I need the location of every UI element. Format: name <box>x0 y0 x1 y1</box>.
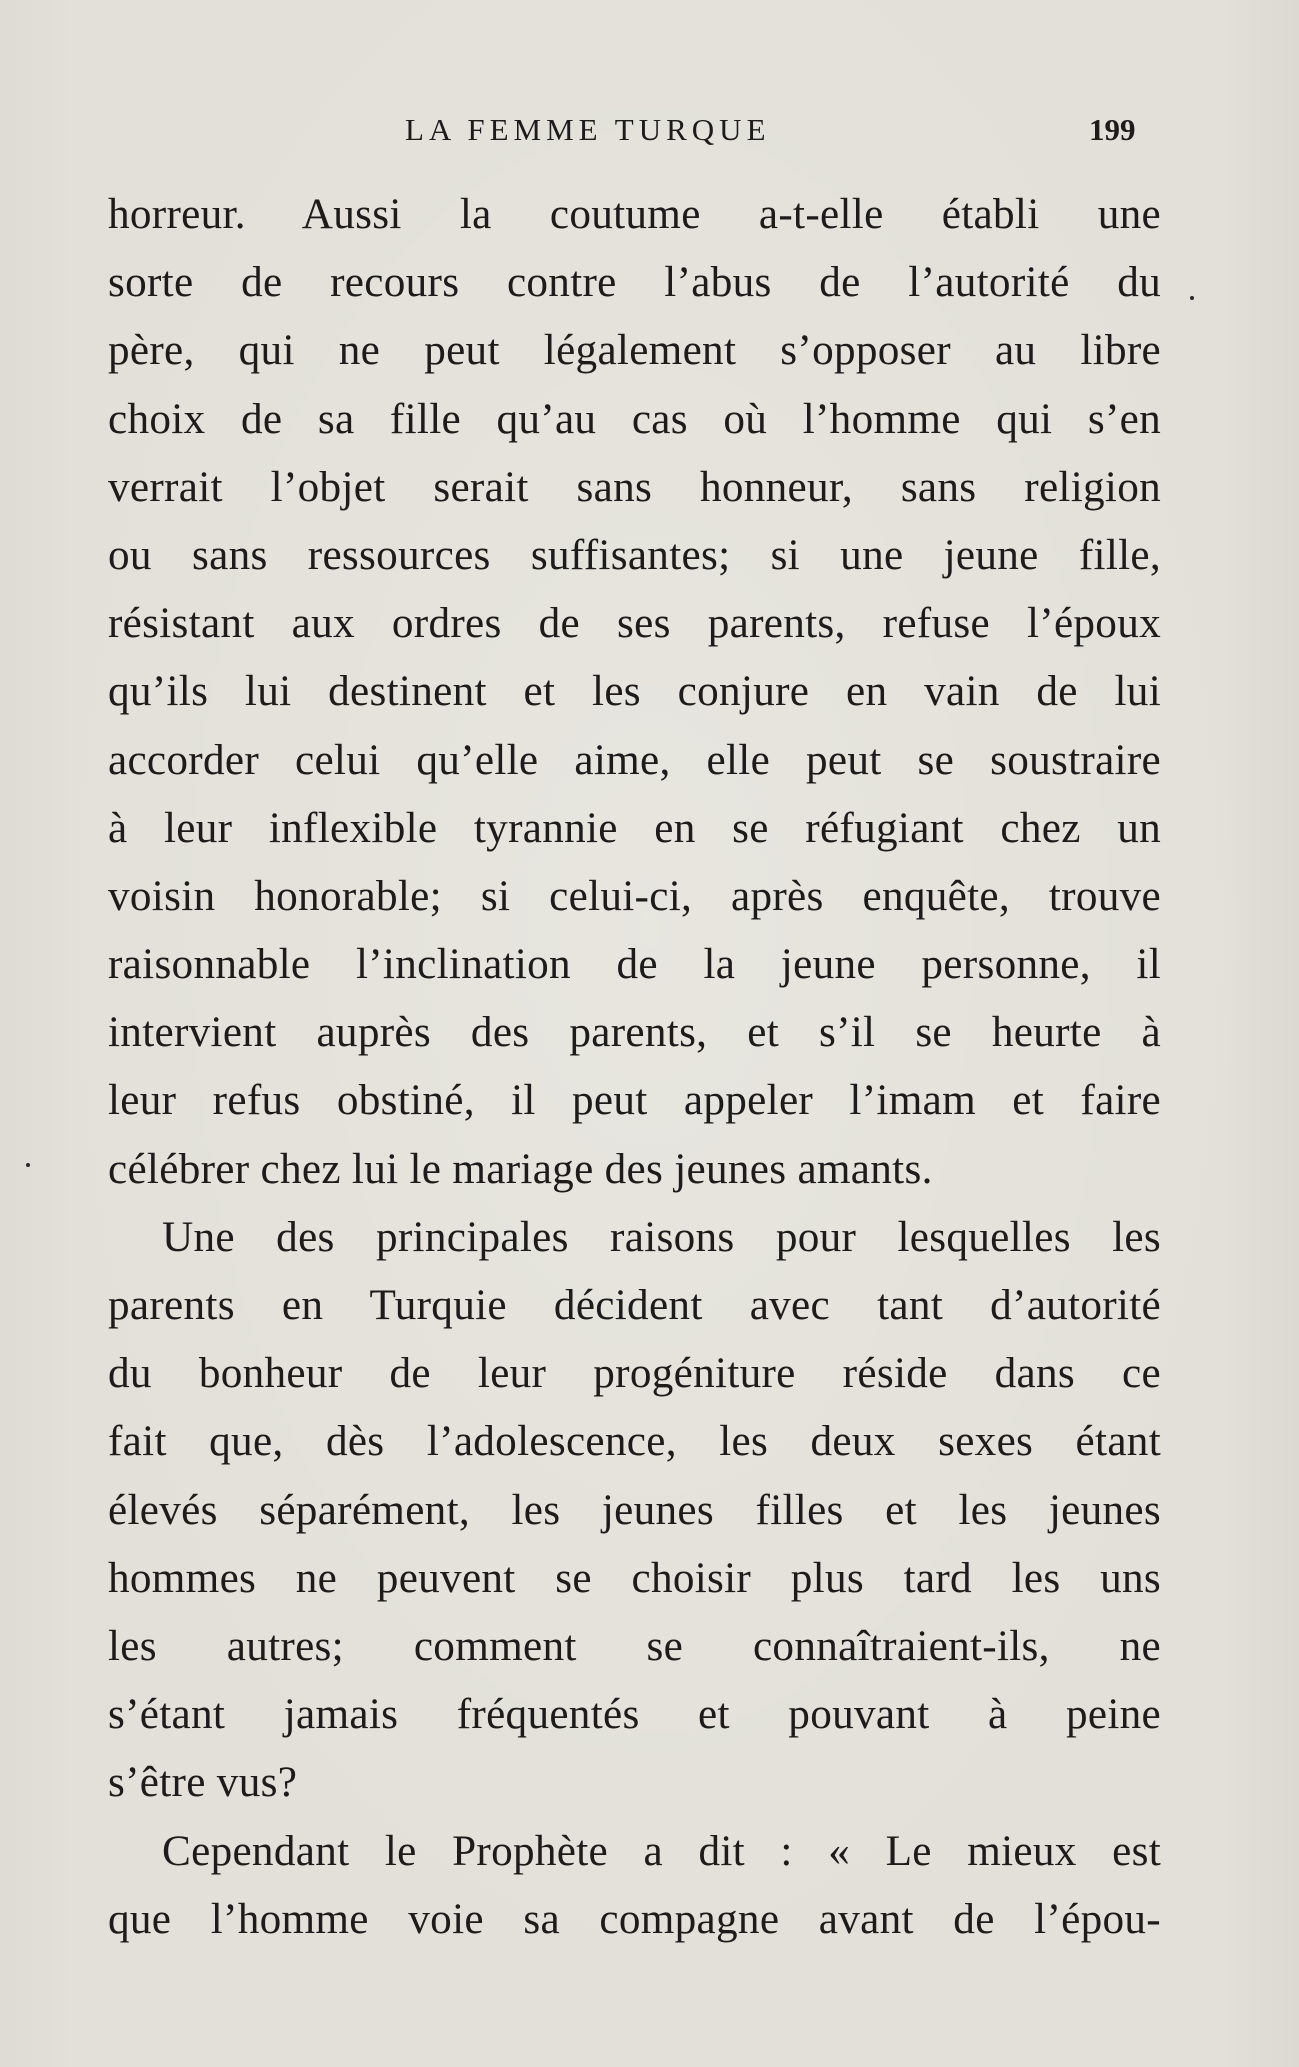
text-line: que l’homme voie sa compagne avant de l’épou- <box>108 1895 1161 1943</box>
text-line: élevés séparément, les jeunes filles et les jeunes <box>108 1486 1161 1534</box>
text-line: qu’ils lui destinent et les conjure en vain de lui <box>108 668 1161 716</box>
text-line: accorder celui qu’elle aime, elle peut se soustraire <box>108 736 1161 784</box>
page-number: 199 <box>1089 112 1136 147</box>
text-line: horreur. Aussi la coutume a-t-elle établi une <box>108 191 1161 238</box>
text-line: les autres; comment se connaîtraient-ils, ne <box>108 1622 1161 1670</box>
text-line: ou sans ressources suffisantes; si une jeune fille, <box>108 531 1161 579</box>
text-line: père, qui ne peut légalement s’opposer au libre <box>108 327 1161 375</box>
body-text <box>108 181 1161 1954</box>
text-line: parents en Turquie décident avec tant d’autorité <box>108 1282 1161 1329</box>
text-line: raisonnable l’inclination de la jeune personne, il <box>108 941 1161 989</box>
text-line: voisin honorable; si celui-ci, après enquête, trouve <box>108 872 1161 920</box>
running-title: LA FEMME TURQUE <box>405 112 771 147</box>
text-line: sorte de recours contre l’abus de l’autorité du <box>108 259 1161 307</box>
text-line-paragraph-start: Cependant le Prophète a dit : « Le mieux est <box>162 1827 1161 1875</box>
text-line: fait que, dès l’adolescence, les deux sexes étant <box>108 1418 1161 1466</box>
text-line: hommes ne peuvent se choisir plus tard les uns <box>108 1554 1161 1602</box>
text-line: du bonheur de leur progéniture réside dans ce <box>108 1350 1161 1398</box>
text-line: leur refus obstiné, il peut appeler l’imam et faire <box>108 1077 1161 1125</box>
text-line: s’étant jamais fréquentés et pouvant à peine <box>108 1691 1161 1739</box>
paper-speck <box>1190 296 1194 300</box>
text-line-paragraph-start: Une des principales raisons pour lesquelles les <box>162 1213 1161 1261</box>
text-line: à leur inflexible tyrannie en se réfugiant chez un <box>108 804 1161 852</box>
text-line: résistant aux ordres de ses parents, refuse l’époux <box>108 600 1161 648</box>
text-line: verrait l’objet serait sans honneur, sans religion <box>108 463 1161 511</box>
text-line: choix de sa fille qu’au cas où l’homme qui s’en <box>108 395 1161 443</box>
paper-speck <box>26 1163 30 1167</box>
text-line-paragraph-end: célébrer chez lui le mariage des jeunes amants. <box>108 1145 933 1193</box>
running-head <box>0 108 1299 152</box>
text-line: intervient auprès des parents, et s’il se heurte à <box>108 1009 1161 1057</box>
text-line-paragraph-end: s’être vus? <box>108 1759 298 1807</box>
